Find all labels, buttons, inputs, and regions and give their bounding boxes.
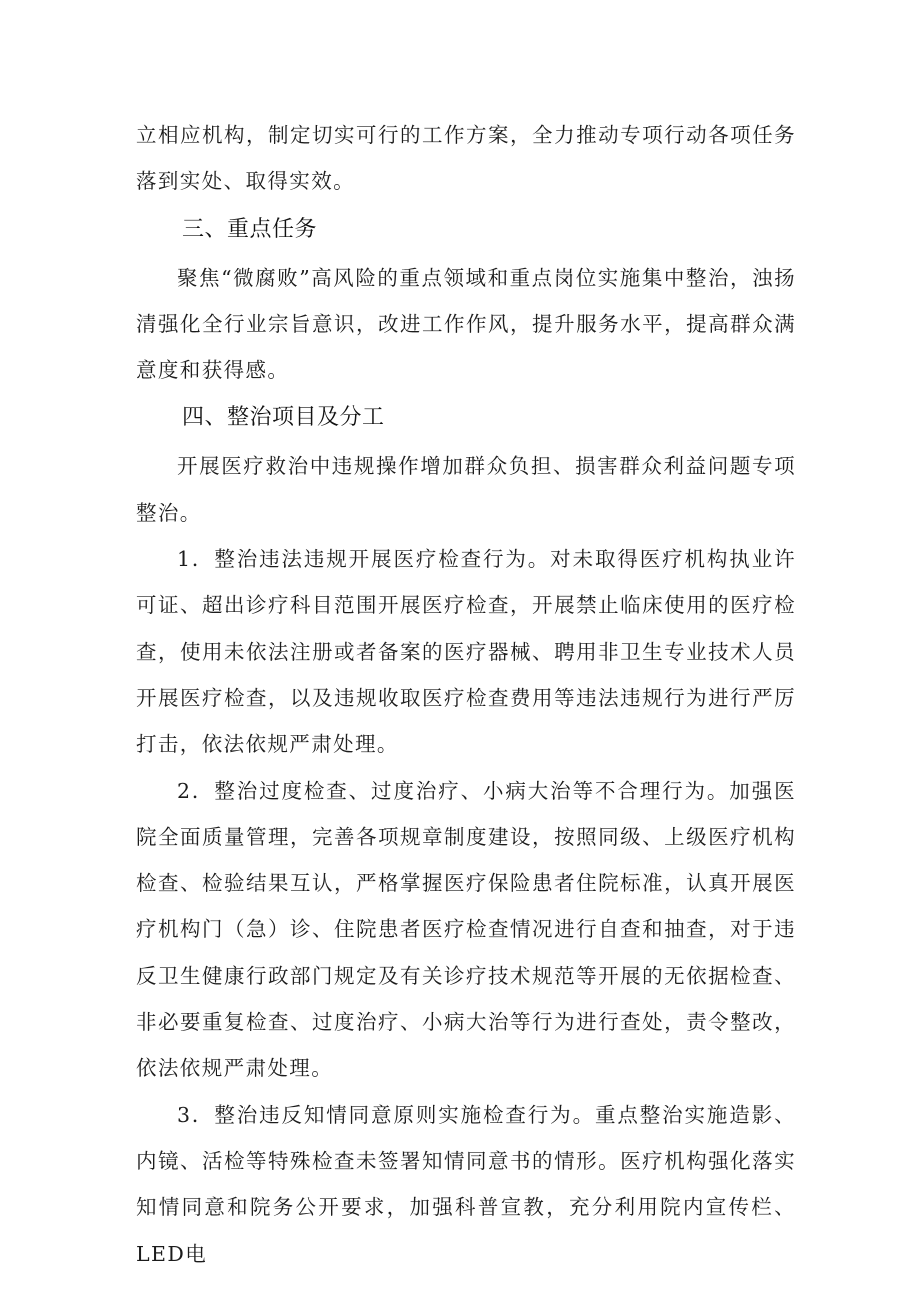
item-1-paragraph: 1．整治违法违规开展医疗检查行为。对未取得医疗机构执业许可证、超出诊疗科目范围开展医疗检查，开展禁止临床使用的医疗检查，使用未依法注册或者备案的医疗器械、聘用非卫生专业技术人员开展医疗检查，以及违规收取医疗检查费用等违法违规行为进行严厉打击，依法依规严肃处理。	[136, 547, 796, 757]
key-tasks-paragraph: 聚焦“微腐败”高风险的重点领域和重点岗位实施集中整治，浊扬清强化全行业宗旨意识，改进工作作风，提升服务水平，提高群众满意度和获得感。	[136, 265, 796, 383]
item-2-paragraph: 2．整治过度检查、过度治疗、小病大治等不合理行为。加强医院全面质量管理，完善各项规章制度建设，按照同级、上级医疗机构检查、检验结果互认，严格掌握医疗保险患者住院标准，认真开展医疗机构门（急）诊、住院患者医疗检查情况进行自查和抽查，对于违反卫生健康行政部门规定及有关诊疗技术规范等开展的无依据检查、非必要重复检查、过度治疗、小病大治等行为进行查处，责令整改，依法依规严肃处理。	[136, 778, 796, 1081]
item-3-paragraph: 3．整治违反知情同意原则实施检查行为。重点整治实施造影、内镜、活检等特殊检查未签署知情同意书的情形。医疗机构强化落实知情同意和院务公开要求，加强科普宣教，充分利用院内宣传栏、LED电	[136, 1102, 796, 1266]
section-heading-rectification-projects: 四、整治项目及分工	[182, 405, 385, 431]
intro-paragraph: 立相应机构，制定切实可行的工作方案，全力推动专项行动各项任务落到实处、取得实效。	[136, 123, 796, 194]
projects-paragraph: 开展医疗救治中违规操作增加群众负担、损害群众利益问题专项整治。	[136, 454, 796, 525]
section-heading-key-tasks: 三、重点任务	[182, 216, 318, 242]
document-page	[136, 112, 796, 1277]
